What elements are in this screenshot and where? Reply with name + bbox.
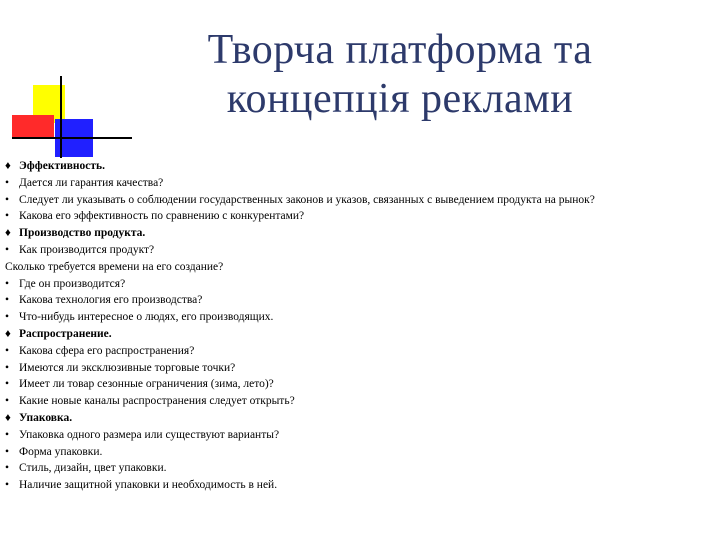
section-heading-distribution: ♦ Распространение. [5, 326, 705, 343]
list-item: • Где он производится? [5, 276, 705, 293]
diamond-bullet-icon: ♦ [5, 227, 11, 240]
list-item: • Какова технология его производства? [5, 292, 705, 309]
section-heading-packaging: ♦ Упаковка. [5, 410, 705, 427]
dot-bullet-icon: • [5, 344, 10, 357]
diamond-bullet-icon: ♦ [5, 160, 11, 172]
dot-bullet-icon: • [5, 176, 10, 189]
decorative-blocks-logo [0, 0, 110, 160]
list-item: • Имеет ли товар сезонные ограничения (зима, лето)? [5, 376, 705, 393]
dot-bullet-icon: • [5, 479, 10, 492]
list-item: • Какие новые каналы распространения следует открыть? [5, 393, 705, 410]
dot-bullet-icon: • [5, 378, 10, 391]
list-item: • Наличие защитной упаковки и необходимость в ней. [5, 477, 705, 494]
dot-bullet-icon: • [5, 193, 10, 206]
slide-title-line-1: Творча платформа та [207, 27, 593, 73]
dot-bullet-icon: • [5, 243, 10, 256]
dot-bullet-icon: • [5, 395, 10, 408]
dot-bullet-icon: • [5, 294, 10, 307]
list-item: • Форма упаковки. [5, 444, 705, 461]
list-item: • Как производится продукт? [5, 242, 705, 259]
dot-bullet-icon: • [5, 428, 10, 441]
horizontal-rule [12, 137, 132, 139]
list-item: • Какова сфера его распространения? [5, 343, 705, 360]
list-item: • Какова его эффективность по сравнению с конкурентами? [5, 208, 705, 225]
slide-title-line-2: концепція реклами [226, 76, 574, 122]
list-item: • Стиль, дизайн, цвет упаковки. [5, 460, 705, 477]
slide-title [150, 26, 650, 124]
list-item: • Следует ли указывать о соблюдении государственных законов и указов, связанных с выведением продукта на рынок? [5, 192, 705, 209]
dot-bullet-icon: • [5, 277, 10, 290]
diamond-bullet-icon: ♦ [5, 411, 11, 424]
dot-bullet-icon: • [5, 210, 10, 223]
section-heading-effectiveness: ♦ Эффективность. [5, 158, 705, 175]
list-item: • Что-нибудь интересное о людях, его производящих. [5, 309, 705, 326]
list-item: • Дается ли гарантия качества? [5, 175, 705, 192]
list-item: • Имеются ли эксклюзивные торговые точки? [5, 360, 705, 377]
dot-bullet-icon: • [5, 462, 10, 475]
vertical-rule [60, 76, 62, 158]
diamond-bullet-icon: ♦ [5, 327, 11, 340]
dot-bullet-icon: • [5, 445, 10, 458]
list-item-plain: Сколько требуется времени на его создание? [5, 260, 224, 273]
content-list [5, 158, 705, 494]
list-item: • Упаковка одного размера или существуют варианты? [5, 427, 705, 444]
red-rectangle [12, 115, 54, 139]
dot-bullet-icon: • [5, 311, 10, 324]
section-heading-production: ♦ Производство продукта. [5, 225, 705, 242]
dot-bullet-icon: • [5, 361, 10, 374]
